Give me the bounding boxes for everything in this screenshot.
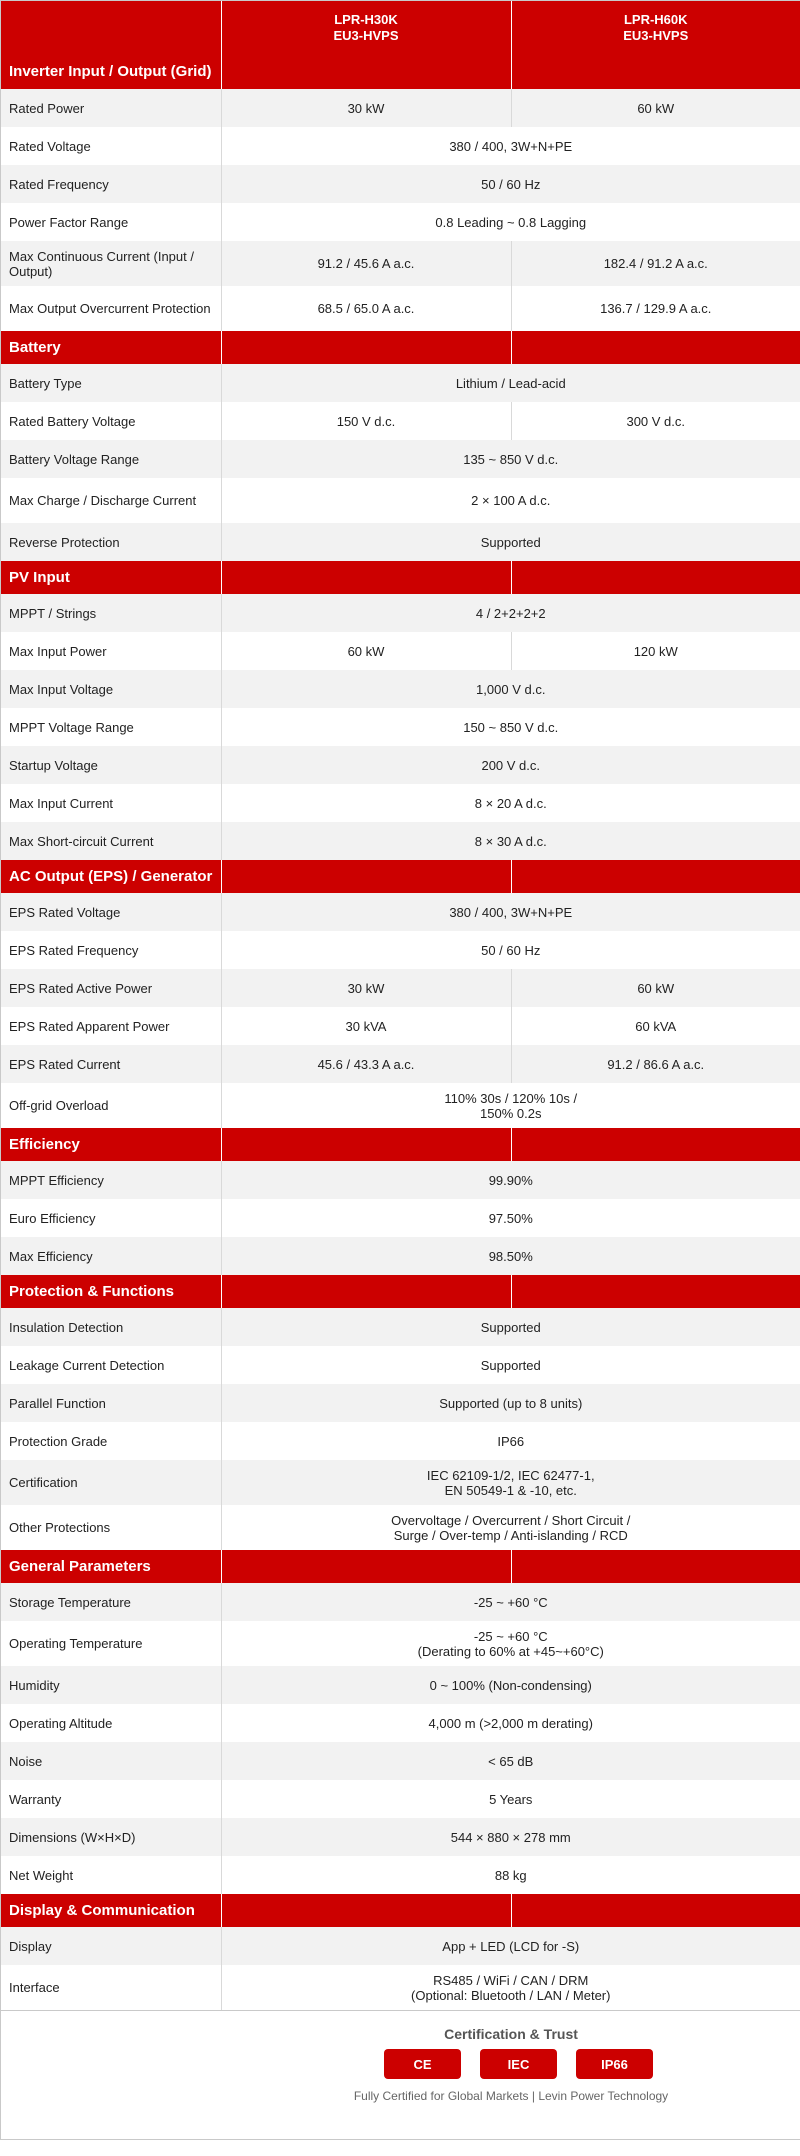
section-title: Inverter Input / Output (Grid) — [1, 1, 221, 89]
spec-row — [1, 1704, 800, 1742]
spec-label: Max Efficiency — [1, 1237, 221, 1275]
certification-footer — [1, 2010, 800, 2140]
spec-value: 4 / 2+2+2+2 — [221, 594, 800, 632]
spec-label: Reverse Protection — [1, 523, 221, 561]
section-title: Efficiency — [1, 1128, 221, 1161]
spec-label: Rated Power — [1, 89, 221, 127]
spec-value: 8 × 20 A d.c. — [221, 784, 800, 822]
section-header-row — [1, 1894, 800, 1927]
spec-label: EPS Rated Current — [1, 1045, 221, 1083]
spec-label: Operating Temperature — [1, 1621, 221, 1666]
spec-label: Max Input Voltage — [1, 670, 221, 708]
spec-value-h60k: 120 kW — [511, 632, 800, 670]
spec-row — [1, 1308, 800, 1346]
spec-value: 380 / 400, 3W+N+PE — [221, 893, 800, 931]
spec-row — [1, 1818, 800, 1856]
spec-value: 135 ~ 850 V d.c. — [221, 440, 800, 478]
section-title: Protection & Functions — [1, 1275, 221, 1308]
footer-note: Fully Certified for Global Markets | Levin Power Technology — [353, 2089, 669, 2103]
spec-row — [1, 670, 800, 708]
spec-value-h60k: 91.2 / 86.6 A a.c. — [511, 1045, 800, 1083]
spec-label: Max Charge / Discharge Current — [1, 478, 221, 523]
spec-row — [1, 1460, 800, 1505]
spec-value-h60k: 60 kW — [511, 89, 800, 127]
section-header-row — [1, 561, 800, 594]
section-spacer — [221, 1275, 511, 1308]
badge-group — [384, 2049, 653, 2079]
spec-value: 99.90% — [221, 1161, 800, 1199]
spec-value-h30k: 30 kVA — [221, 1007, 511, 1045]
spec-row — [1, 708, 800, 746]
spec-row — [1, 478, 800, 523]
model-header-h60k: LPR-H60K EU3-HVPS — [511, 1, 800, 89]
spec-value: Supported — [221, 1308, 800, 1346]
section-spacer — [511, 1550, 800, 1583]
spec-label: Leakage Current Detection — [1, 1346, 221, 1384]
spec-value: Overvoltage / Overcurrent / Short Circuit / Surge / Over-temp / Anti-islanding / RCD — [221, 1505, 800, 1550]
spec-label: Humidity — [1, 1666, 221, 1704]
section-spacer — [221, 1894, 511, 1927]
section-title: Battery — [1, 331, 221, 364]
spec-value: 380 / 400, 3W+N+PE — [221, 127, 800, 165]
spec-value-h60k: 136.7 / 129.9 A a.c. — [511, 286, 800, 331]
spec-label: MPPT / Strings — [1, 594, 221, 632]
spec-row — [1, 893, 800, 931]
spec-label: Power Factor Range — [1, 203, 221, 241]
spec-value: 110% 30s / 120% 10s / 150% 0.2s — [221, 1083, 800, 1128]
spec-label: Dimensions (W×H×D) — [1, 1818, 221, 1856]
spec-label: EPS Rated Apparent Power — [1, 1007, 221, 1045]
spec-value: Supported — [221, 523, 800, 561]
spec-value: 5 Years — [221, 1780, 800, 1818]
spec-label: Warranty — [1, 1780, 221, 1818]
spec-value: < 65 dB — [221, 1742, 800, 1780]
spec-label: Noise — [1, 1742, 221, 1780]
spec-value: 150 ~ 850 V d.c. — [221, 708, 800, 746]
spec-value: 1,000 V d.c. — [221, 670, 800, 708]
spec-label: EPS Rated Active Power — [1, 969, 221, 1007]
spec-label: Rated Frequency — [1, 165, 221, 203]
spec-row — [1, 89, 800, 127]
spec-value-h30k: 30 kW — [221, 89, 511, 127]
section-title: PV Input — [1, 561, 221, 594]
ip66-badge: IP66 — [576, 2049, 653, 2079]
section-title: Display & Communication — [1, 1894, 221, 1927]
section-spacer — [511, 1894, 800, 1927]
spec-row — [1, 1007, 800, 1045]
spec-row — [1, 402, 800, 440]
spec-label: Other Protections — [1, 1505, 221, 1550]
spec-label: Rated Battery Voltage — [1, 402, 221, 440]
spec-value: 200 V d.c. — [221, 746, 800, 784]
spec-value: Lithium / Lead-acid — [221, 364, 800, 402]
spec-row — [1, 1161, 800, 1199]
spec-row — [1, 523, 800, 561]
spec-label: Protection Grade — [1, 1422, 221, 1460]
spec-row — [1, 1856, 800, 1894]
section-spacer — [511, 1275, 800, 1308]
spec-row — [1, 440, 800, 478]
spec-label: Battery Voltage Range — [1, 440, 221, 478]
spec-label: Storage Temperature — [1, 1583, 221, 1621]
spec-value: 2 × 100 A d.c. — [221, 478, 800, 523]
section-header-row — [1, 331, 800, 364]
section-header-row — [1, 1128, 800, 1161]
spec-row — [1, 165, 800, 203]
spec-row — [1, 127, 800, 165]
spec-value-h60k: 300 V d.c. — [511, 402, 800, 440]
spec-value-h30k: 45.6 / 43.3 A a.c. — [221, 1045, 511, 1083]
spec-row — [1, 1422, 800, 1460]
spec-row — [1, 1237, 800, 1275]
spec-label: Rated Voltage — [1, 127, 221, 165]
spec-label: Operating Altitude — [1, 1704, 221, 1742]
spec-value: App + LED (LCD for -S) — [221, 1927, 800, 1965]
spec-label: Max Continuous Current (Input / Output) — [1, 241, 221, 286]
spec-label: Parallel Function — [1, 1384, 221, 1422]
spec-label: Max Input Current — [1, 784, 221, 822]
spec-value: 50 / 60 Hz — [221, 931, 800, 969]
spec-value: 98.50% — [221, 1237, 800, 1275]
iec-badge: IEC — [480, 2049, 557, 2079]
spec-row — [1, 1083, 800, 1128]
spec-value: 97.50% — [221, 1199, 800, 1237]
footer-title: Certification & Trust — [444, 2026, 578, 2042]
spec-value: 50 / 60 Hz — [221, 165, 800, 203]
ce-badge: CE — [384, 2049, 461, 2079]
spec-row — [1, 1666, 800, 1704]
spec-label: Insulation Detection — [1, 1308, 221, 1346]
spec-value-h30k: 60 kW — [221, 632, 511, 670]
spec-value-h30k: 91.2 / 45.6 A a.c. — [221, 241, 511, 286]
section-title: AC Output (EPS) / Generator — [1, 860, 221, 893]
section-title: General Parameters — [1, 1550, 221, 1583]
spec-row — [1, 632, 800, 670]
spec-label: Interface — [1, 1965, 221, 2010]
spec-label: Net Weight — [1, 1856, 221, 1894]
spec-row — [1, 969, 800, 1007]
spec-label: Euro Efficiency — [1, 1199, 221, 1237]
spec-value-h60k: 60 kVA — [511, 1007, 800, 1045]
section-spacer — [511, 860, 800, 893]
spec-row — [1, 822, 800, 860]
spec-row — [1, 241, 800, 286]
spec-row — [1, 1505, 800, 1550]
spec-row — [1, 286, 800, 331]
section-spacer — [221, 1128, 511, 1161]
section-spacer — [221, 331, 511, 364]
section-spacer — [221, 860, 511, 893]
spec-value: Supported (up to 8 units) — [221, 1384, 800, 1422]
spec-value: 0.8 Leading ~ 0.8 Lagging — [221, 203, 800, 241]
spec-value-h30k: 30 kW — [221, 969, 511, 1007]
spec-row — [1, 1583, 800, 1621]
spec-row — [1, 364, 800, 402]
spec-row — [1, 1965, 800, 2010]
section-header-row — [1, 1550, 800, 1583]
spec-label: Battery Type — [1, 364, 221, 402]
spec-label: EPS Rated Voltage — [1, 893, 221, 931]
spec-value-h30k: 68.5 / 65.0 A a.c. — [221, 286, 511, 331]
model-header-h30k: LPR-H30K EU3-HVPS — [221, 1, 511, 89]
spec-value: Supported — [221, 1346, 800, 1384]
spec-label: Display — [1, 1927, 221, 1965]
spec-label: MPPT Voltage Range — [1, 708, 221, 746]
spec-row — [1, 1742, 800, 1780]
spec-value-h30k: 150 V d.c. — [221, 402, 511, 440]
spec-label: EPS Rated Frequency — [1, 931, 221, 969]
spec-value: 8 × 30 A d.c. — [221, 822, 800, 860]
section-spacer — [221, 1550, 511, 1583]
spec-label: Max Output Overcurrent Protection — [1, 286, 221, 331]
spec-value: IP66 — [221, 1422, 800, 1460]
spec-label: Startup Voltage — [1, 746, 221, 784]
section-spacer — [511, 1128, 800, 1161]
spec-row — [1, 1780, 800, 1818]
spec-row — [1, 931, 800, 969]
spec-value-h60k: 182.4 / 91.2 A a.c. — [511, 241, 800, 286]
spec-value: -25 ~ +60 °C — [221, 1583, 800, 1621]
section-spacer — [221, 561, 511, 594]
section-spacer — [511, 561, 800, 594]
spec-row — [1, 203, 800, 241]
spec-label: Max Input Power — [1, 632, 221, 670]
spec-row — [1, 1045, 800, 1083]
spec-row — [1, 784, 800, 822]
spec-label: Max Short-circuit Current — [1, 822, 221, 860]
spec-row — [1, 1384, 800, 1422]
spec-label: Off-grid Overload — [1, 1083, 221, 1128]
spec-row — [1, 1621, 800, 1666]
section-header-row — [1, 1275, 800, 1308]
spec-row — [1, 1199, 800, 1237]
spec-row — [1, 594, 800, 632]
spec-value: 4,000 m (>2,000 m derating) — [221, 1704, 800, 1742]
spec-table — [1, 1, 800, 2010]
section-header-row — [1, 860, 800, 893]
spec-row — [1, 1346, 800, 1384]
spec-value-h60k: 60 kW — [511, 969, 800, 1007]
spec-value: IEC 62109-1/2, IEC 62477-1, EN 50549-1 & -10, etc. — [221, 1460, 800, 1505]
spec-value: 88 kg — [221, 1856, 800, 1894]
spec-value: -25 ~ +60 °C (Derating to 60% at +45~+60°C) — [221, 1621, 800, 1666]
spec-row — [1, 1927, 800, 1965]
spec-value: 0 ~ 100% (Non-condensing) — [221, 1666, 800, 1704]
spec-row — [1, 746, 800, 784]
table-header-row — [1, 1, 800, 89]
spec-label: Certification — [1, 1460, 221, 1505]
spec-value: 544 × 880 × 278 mm — [221, 1818, 800, 1856]
spec-label: MPPT Efficiency — [1, 1161, 221, 1199]
spec-value: RS485 / WiFi / CAN / DRM (Optional: Bluetooth / LAN / Meter) — [221, 1965, 800, 2010]
section-spacer — [511, 331, 800, 364]
